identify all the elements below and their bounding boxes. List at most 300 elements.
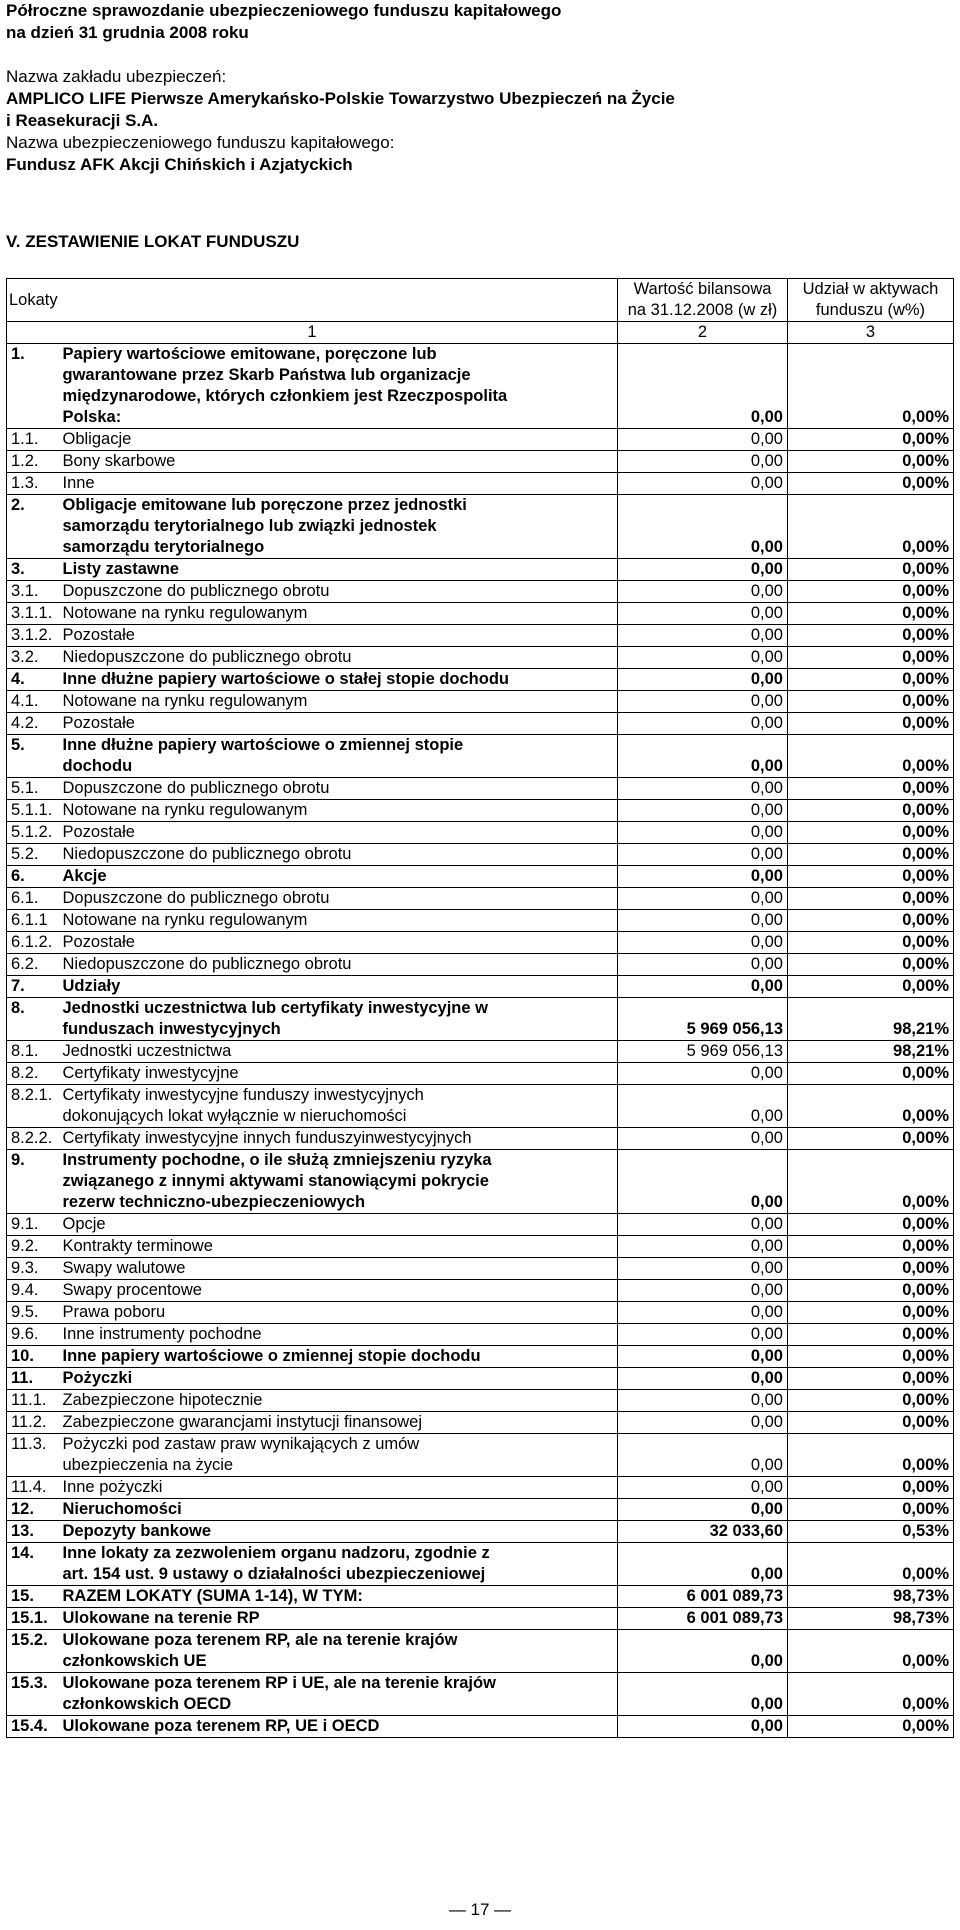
row-description [59,1499,618,1521]
row-description-line: Akcje [62,867,107,885]
table-row [7,1630,954,1673]
row-description [59,691,618,713]
row-value: 0,00 [618,910,788,932]
row-description [59,1673,618,1716]
row-share: 0,00% [788,1085,954,1128]
row-description [59,1368,618,1390]
row-description-line: Inne [62,474,95,492]
row-number: 8.2. [7,1063,59,1085]
row-share: 0,00% [788,647,954,669]
insurer-name-line1: AMPLICO LIFE Pierwsze Amerykańsko-Polskie Towarzystwo Ubezpieczeń na Życie [6,89,675,108]
row-number: 4.2. [7,713,59,735]
row-description-line: Pozostałe [62,714,135,732]
table-row [7,1586,954,1608]
row-number: 8.1. [7,1041,59,1063]
table-row [7,1412,954,1434]
row-share: 98,73% [788,1586,954,1608]
row-description [59,888,618,910]
section-title: V. ZESTAWIENIE LOKAT FUNDUSZU [6,232,300,251]
row-share: 0,00% [788,1499,954,1521]
row-value: 0,00 [618,976,788,998]
row-description-line: Jednostki uczestnictwa [62,1042,232,1060]
col-header-lokaty: Lokaty [7,279,618,322]
table-row [7,1521,954,1543]
row-number: 4. [7,669,59,691]
fund-label: Nazwa ubezpieczeniowego funduszu kapitałowego: [6,133,395,152]
row-number: 11.2. [7,1412,59,1434]
row-description [59,1302,618,1324]
table-row [7,1085,954,1128]
row-number: 1.2. [7,451,59,473]
row-description-line: Pozostałe [62,823,135,841]
row-description-line: Inne papiery wartościowe o zmiennej stopie dochodu [62,1347,481,1365]
table-row [7,669,954,691]
row-share: 98,21% [788,1041,954,1063]
table-row [7,1128,954,1150]
row-number: 14. [7,1543,59,1586]
table-row [7,1543,954,1586]
row-description-line: Obligacje emitowane lub poręczone przez jednostki [62,496,467,514]
row-value: 0,00 [618,954,788,976]
row-value: 0,00 [618,1390,788,1412]
row-number: 12. [7,1499,59,1521]
row-share: 0,00% [788,822,954,844]
row-description-line: Dopuszczone do publicznego obrotu [62,779,330,797]
row-share: 0,00% [788,976,954,998]
row-description [59,1412,618,1434]
row-description [59,429,618,451]
row-description-line: Papiery wartościowe emitowane, poręczone lub [62,345,437,363]
row-share: 0,00% [788,1063,954,1085]
row-description-line: członkowskich OECD [62,1695,232,1713]
row-share: 0,00% [788,559,954,581]
table-row [7,1346,954,1368]
insurer-label: Nazwa zakładu ubezpieczeń: [6,67,227,86]
table-row [7,1608,954,1630]
row-value: 0,00 [618,1543,788,1586]
row-number: 11.4. [7,1477,59,1499]
row-number: 3.1.1. [7,603,59,625]
row-description-line: Certyfikaty inwestycyjne funduszy inwestycyjnych [62,1086,424,1104]
row-share: 0,00% [788,1258,954,1280]
row-value: 0,00 [618,603,788,625]
table-row [7,1673,954,1716]
row-number: 6.1.1 [7,910,59,932]
row-number: 9.4. [7,1280,59,1302]
table-row [7,866,954,888]
row-description-line: Inne lokaty za zezwoleniem organu nadzoru, zgodnie z [62,1544,490,1562]
row-description-line: międzynarodowe, których członkiem jest Rzeczpospolita [62,387,508,405]
table-row [7,625,954,647]
column-number-1: 1 [7,322,618,344]
row-description [59,822,618,844]
row-share: 0,00% [788,603,954,625]
row-value: 0,00 [618,344,788,429]
table-row [7,1236,954,1258]
row-description [59,1586,618,1608]
table-row [7,800,954,822]
table-row [7,1434,954,1477]
row-number: 15.3. [7,1673,59,1716]
row-description [59,976,618,998]
table-row [7,1302,954,1324]
row-description-line: Dopuszczone do publicznego obrotu [62,889,330,907]
table-row [7,954,954,976]
row-description [59,1280,618,1302]
column-number-row [7,322,954,344]
row-description [59,669,618,691]
row-description-line: Inne dłużne papiery wartościowe o stałej stopie dochodu [62,670,509,688]
row-share: 98,21% [788,998,954,1041]
row-description-line: Zabezpieczone hipotecznie [62,1391,263,1409]
row-number: 9.1. [7,1214,59,1236]
row-share: 0,00% [788,844,954,866]
row-value: 0,00 [618,1085,788,1128]
row-share: 0,00% [788,1236,954,1258]
row-description [59,1085,618,1128]
row-description [59,625,618,647]
row-share: 0,00% [788,888,954,910]
table-row [7,495,954,559]
row-number: 3.2. [7,647,59,669]
row-description [59,1150,618,1214]
row-number: 9.2. [7,1236,59,1258]
row-share: 0,00% [788,1630,954,1673]
row-number: 5.1.2. [7,822,59,844]
spacer [6,44,946,66]
row-description-line: Certyfikaty inwestycyjne [62,1064,239,1082]
row-value: 0,00 [618,647,788,669]
row-description-line: Nieruchomości [62,1500,182,1518]
row-value: 0,00 [618,669,788,691]
fund-name: Fundusz AFK Akcji Chińskich i Azjatyckich [6,155,353,174]
row-share: 0,00% [788,713,954,735]
row-value: 0,00 [618,844,788,866]
row-number: 11. [7,1368,59,1390]
row-description-line: dochodu [62,757,133,775]
row-description-line: gwarantowane przez Skarb Państwa lub organizacje [62,366,471,384]
col-header-value [618,279,788,322]
row-share: 0,00% [788,1214,954,1236]
row-description-line: Bony skarbowe [62,452,176,470]
row-value: 0,00 [618,1128,788,1150]
row-number: 13. [7,1521,59,1543]
row-share: 0,00% [788,451,954,473]
table-row [7,691,954,713]
row-description [59,1716,618,1738]
row-description [59,800,618,822]
row-description-line: Inne instrumenty pochodne [62,1325,262,1343]
row-value: 0,00 [618,1150,788,1214]
row-description-line: Ulokowane poza terenem RP i UE, ale na terenie krajów [62,1674,496,1692]
row-value: 0,00 [618,473,788,495]
row-number: 9. [7,1150,59,1214]
row-description-line: Polska: [62,408,122,426]
row-description-line: Obligacje [62,430,132,448]
row-number: 11.1. [7,1390,59,1412]
row-share: 0,00% [788,866,954,888]
row-description-line: Pozostałe [62,933,135,951]
row-value: 0,00 [618,713,788,735]
row-description [59,998,618,1041]
row-value: 0,00 [618,866,788,888]
col-header-share-line2: funduszu (w%) [815,301,926,319]
row-number: 6. [7,866,59,888]
row-description-line: związanego z innymi aktywami stanowiącymi pokrycie [62,1172,489,1190]
row-description-line: RAZEM LOKATY (SUMA 1-14), W TYM: [62,1587,363,1605]
row-share: 0,00% [788,910,954,932]
row-number: 11.3. [7,1434,59,1477]
row-value: 0,00 [618,691,788,713]
row-description-line: Dopuszczone do publicznego obrotu [62,582,330,600]
row-share: 0,00% [788,1368,954,1390]
row-number: 8.2.1. [7,1085,59,1128]
row-number: 3.1.2. [7,625,59,647]
row-share: 0,00% [788,1673,954,1716]
table-row [7,581,954,603]
col-header-value-line2: na 31.12.2008 (w zł) [627,301,778,319]
row-value: 0,00 [618,1477,788,1499]
row-description [59,647,618,669]
table-row [7,1280,954,1302]
row-description [59,1434,618,1477]
table-row [7,844,954,866]
row-value: 0,00 [618,888,788,910]
row-number: 5.2. [7,844,59,866]
row-value: 0,00 [618,1280,788,1302]
row-description [59,495,618,559]
row-description [59,866,618,888]
table-row [7,1214,954,1236]
row-description-line: rezerw techniczno-ubezpieczeniowych [62,1193,366,1211]
row-value: 0,00 [618,1434,788,1477]
row-share: 0,00% [788,473,954,495]
row-number: 1. [7,344,59,429]
row-value: 6 001 089,73 [618,1586,788,1608]
row-number: 9.6. [7,1324,59,1346]
row-value: 0,00 [618,1236,788,1258]
table-row [7,1041,954,1063]
row-value: 0,00 [618,1214,788,1236]
report-header [6,0,946,176]
table-row [7,1390,954,1412]
row-number: 6.1. [7,888,59,910]
row-description-line: dokonujących lokat wyłącznie w nieruchomości [62,1107,407,1125]
row-description [59,910,618,932]
row-share: 0,00% [788,1128,954,1150]
row-description-line: Ulokowane poza terenem RP, ale na terenie krajów [62,1631,458,1649]
table-row [7,473,954,495]
row-number: 3. [7,559,59,581]
row-value: 0,00 [618,429,788,451]
table-row [7,735,954,778]
row-number: 15.1. [7,1608,59,1630]
column-number-2: 2 [618,322,788,344]
row-description [59,1258,618,1280]
row-description-line: funduszach inwestycyjnych [62,1020,281,1038]
row-description-line: Notowane na rynku regulowanym [62,604,308,622]
report-title-line2: na dzień 31 grudnia 2008 roku [6,23,249,42]
row-share: 0,00% [788,1434,954,1477]
row-description-line: Zabezpieczone gwarancjami instytucji finansowej [62,1413,423,1431]
table-row [7,1063,954,1085]
row-share: 0,00% [788,669,954,691]
table-row [7,1368,954,1390]
row-description-line: Swapy procentowe [62,1281,202,1299]
row-value: 0,00 [618,932,788,954]
row-value: 0,00 [618,1258,788,1280]
row-value: 0,00 [618,1063,788,1085]
row-share: 0,00% [788,625,954,647]
row-description-line: Listy zastawne [62,560,179,578]
row-description-line: Ulokowane poza terenem RP, UE i OECD [62,1717,380,1735]
row-description-line: Pożyczki pod zastaw praw wynikających z umów [62,1435,420,1453]
row-value: 0,00 [618,1499,788,1521]
row-description [59,1521,618,1543]
table-row [7,603,954,625]
row-description [59,1236,618,1258]
row-description-line: Opcje [62,1215,106,1233]
table-row [7,1150,954,1214]
row-share: 0,00% [788,954,954,976]
row-description [59,735,618,778]
row-description-line: Niedopuszczone do publicznego obrotu [62,955,352,973]
investments-table [6,278,954,1738]
row-number: 8. [7,998,59,1041]
row-description-line: Notowane na rynku regulowanym [62,801,308,819]
row-number: 6.1.2. [7,932,59,954]
row-value: 0,00 [618,1324,788,1346]
row-description [59,1630,618,1673]
row-description [59,1324,618,1346]
row-number: 7. [7,976,59,998]
table-row [7,910,954,932]
row-value: 0,00 [618,559,788,581]
row-share: 0,00% [788,1412,954,1434]
row-number: 15. [7,1586,59,1608]
row-description [59,473,618,495]
row-number: 4.1. [7,691,59,713]
row-number: 15.4. [7,1716,59,1738]
row-value: 32 033,60 [618,1521,788,1543]
row-description-line: art. 154 ust. 9 ustawy o działalności ubezpieczeniowej [62,1565,486,1583]
row-description-line: członkowskich UE [62,1652,207,1670]
row-description [59,932,618,954]
row-value: 5 969 056,13 [618,998,788,1041]
row-value: 0,00 [618,1673,788,1716]
table-header-row [7,279,954,322]
row-share: 0,00% [788,581,954,603]
row-number: 5. [7,735,59,778]
row-description-line: Prawa poboru [62,1303,166,1321]
row-share: 0,00% [788,1716,954,1738]
row-share: 0,53% [788,1521,954,1543]
row-number: 9.5. [7,1302,59,1324]
row-share: 0,00% [788,735,954,778]
table-row [7,559,954,581]
table-row [7,1477,954,1499]
row-description [59,1477,618,1499]
row-number: 5.1. [7,778,59,800]
table-row [7,429,954,451]
row-description-line: Inne pożyczki [62,1478,163,1496]
row-description [59,844,618,866]
row-description-line: Notowane na rynku regulowanym [62,692,308,710]
row-description [59,1041,618,1063]
row-value: 0,00 [618,1368,788,1390]
row-description [59,778,618,800]
row-share: 0,00% [788,800,954,822]
row-share: 0,00% [788,344,954,429]
row-value: 0,00 [618,735,788,778]
column-number-3: 3 [788,322,954,344]
row-share: 0,00% [788,495,954,559]
row-description-line: Notowane na rynku regulowanym [62,911,308,929]
row-description [59,1063,618,1085]
col-header-share [788,279,954,322]
row-value: 0,00 [618,800,788,822]
row-number: 5.1.1. [7,800,59,822]
row-description-line: Ulokowane na terenie RP [62,1609,260,1627]
row-value: 0,00 [618,1302,788,1324]
row-share: 0,00% [788,1390,954,1412]
row-description [59,581,618,603]
table-row [7,998,954,1041]
table-row [7,1716,954,1738]
row-description [59,344,618,429]
row-number: 1.1. [7,429,59,451]
row-description [59,1128,618,1150]
row-description [59,713,618,735]
row-value: 0,00 [618,822,788,844]
row-description-line: samorządu terytorialnego lub związki jednostek [62,517,437,535]
table-row [7,976,954,998]
table-row [7,451,954,473]
row-share: 0,00% [788,691,954,713]
row-description [59,954,618,976]
row-description-line: Inne dłużne papiery wartościowe o zmiennej stopie [62,736,464,754]
row-description-line: samorządu terytorialnego [62,538,265,556]
row-value: 0,00 [618,625,788,647]
table-row [7,1499,954,1521]
row-value: 0,00 [618,778,788,800]
row-value: 0,00 [618,581,788,603]
row-description-line: Pozostałe [62,626,135,644]
row-share: 0,00% [788,1477,954,1499]
row-share: 0,00% [788,1543,954,1586]
row-number: 9.3. [7,1258,59,1280]
row-share: 0,00% [788,1346,954,1368]
row-share: 0,00% [788,1280,954,1302]
table-row [7,888,954,910]
row-share: 0,00% [788,1324,954,1346]
table-row [7,822,954,844]
row-share: 0,00% [788,1302,954,1324]
row-description [59,1543,618,1586]
row-number: 2. [7,495,59,559]
row-description-line: ubezpieczenia na życie [62,1456,234,1474]
table-row [7,932,954,954]
row-description-line: Niedopuszczone do publicznego obrotu [62,648,352,666]
row-description-line: Udziały [62,977,121,995]
row-value: 0,00 [618,495,788,559]
table-row [7,713,954,735]
row-share: 0,00% [788,429,954,451]
row-description-line: Instrumenty pochodne, o ile służą zmniejszeniu ryzyka [62,1151,492,1169]
row-description-line: Pożyczki [62,1369,133,1387]
row-value: 0,00 [618,1716,788,1738]
page-number: — 17 — [448,1900,512,1919]
